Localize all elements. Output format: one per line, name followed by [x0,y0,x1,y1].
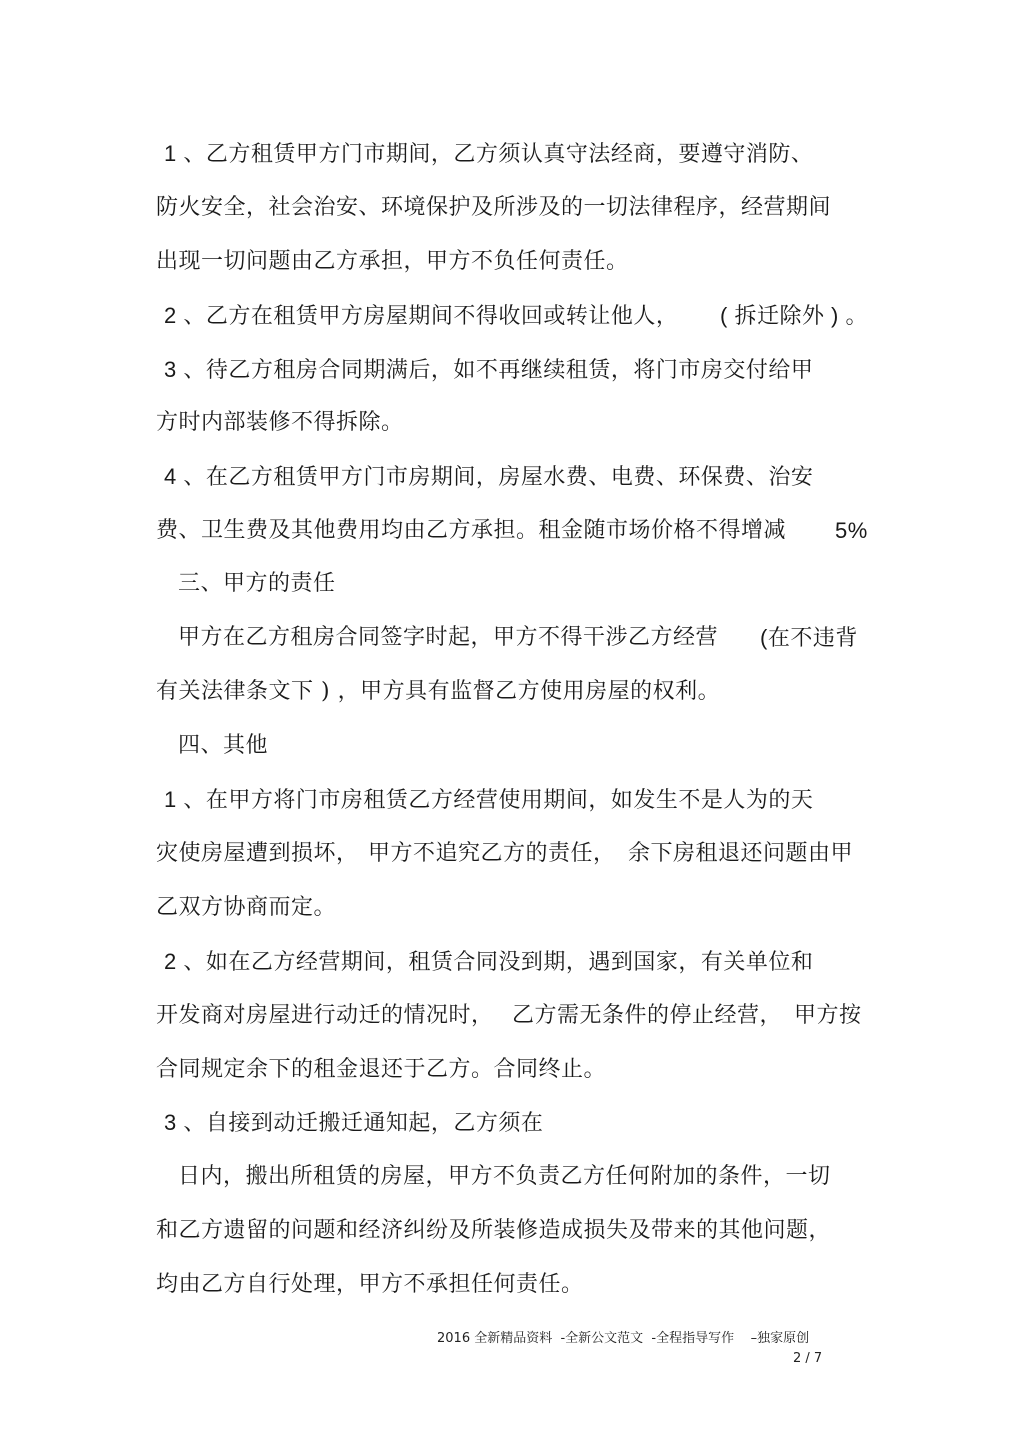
clause-4-2-line-1: 2 、如在乙方经营期间，租赁合同没到期，遇到国家，有关单位和 [164,949,814,974]
section-3-body-line-2: 有关法律条文下 ) ，甲方具有监督乙方使用房屋的权利。 [156,679,721,704]
clause-4-1-line-2-c: 余下房租退还问题由甲 [628,841,854,866]
clause-2-2-line-1: 2 、乙方在租赁甲方房屋期间不得收回或转让他人， [164,303,679,328]
clause-2-1-line-2: 防火安全，社会治安、环境保护及所涉及的一切法律程序，经营期间 [156,195,832,220]
clause-4-1-line-1: 1 、在甲方将门市房租赁乙方经营使用期间，如发生不是人为的天 [164,787,814,812]
clause-4-1-line-2-a: 灾使房屋遭到损坏， [156,841,359,866]
clause-4-3-line-4: 均由乙方自行处理，甲方不承担任何责任。 [156,1272,584,1297]
clause-2-3-line-2: 方时内部装修不得拆除。 [156,410,404,435]
section-3-body-line-1: 甲方在乙方租房合同签字时起，甲方不得干涉乙方经营 [178,625,719,650]
section-3-heading: 三、甲方的责任 [178,571,336,596]
clause-2-3-line-1: 3 、待乙方租房合同期满后，如不再继续租赁，将门市房交付给甲 [164,357,814,382]
clause-4-3-line-3: 和乙方遗留的问题和经济纠纷及所装修造成损失及带来的其他问题， [156,1218,832,1243]
clause-2-4-line-2-tail: 5% [835,518,868,543]
clause-2-4-line-1: 4 、在乙方租赁甲方门市房期间，房屋水费、电费、环保费、治安 [164,464,814,489]
clause-2-1-line-1: 1 、乙方租赁甲方门市期间，乙方须认真守法经商，要遵守消防、 [164,141,814,166]
clause-4-2-line-2-b: 乙方需无条件的停止经营， [512,1003,783,1028]
footer-tagline: 2016 全新精品资料 -全新公文范文 -全程指导写作 –独家原创 [437,1331,810,1346]
clause-4-3-line-2: 日内，搬出所租赁的房屋，甲方不负责乙方任何附加的条件，一切 [178,1164,831,1189]
clause-4-1-line-2-b: 甲方不追究乙方的责任， [368,841,616,866]
clause-4-2-line-2-c: 甲方按 [794,1003,862,1028]
clause-4-2-line-3: 合同规定余下的租金退还于乙方。合同终止。 [156,1057,607,1082]
clause-2-4-line-2: 费、卫生费及其他费用均由乙方承担。租金随市场价格不得增减 [156,518,787,543]
clause-4-1-line-3: 乙双方协商而定。 [156,895,337,920]
section-3-body-line-1-tail: (在不违背 [760,625,858,650]
page-number: 2 / 7 [793,1351,823,1366]
clause-4-2-line-2-a: 开发商对房屋进行动迁的情况时， [156,1003,494,1028]
section-4-heading: 四、其他 [178,733,269,758]
clause-2-1-line-3: 出现一切问题由乙方承担，甲方不负任何责任。 [156,249,629,274]
clause-2-2-line-1-tail: ( 拆迁除外 ) 。 [720,303,868,328]
clause-4-3-line-1: 3 、自接到动迁搬迁通知起，乙方须在 [164,1110,544,1135]
